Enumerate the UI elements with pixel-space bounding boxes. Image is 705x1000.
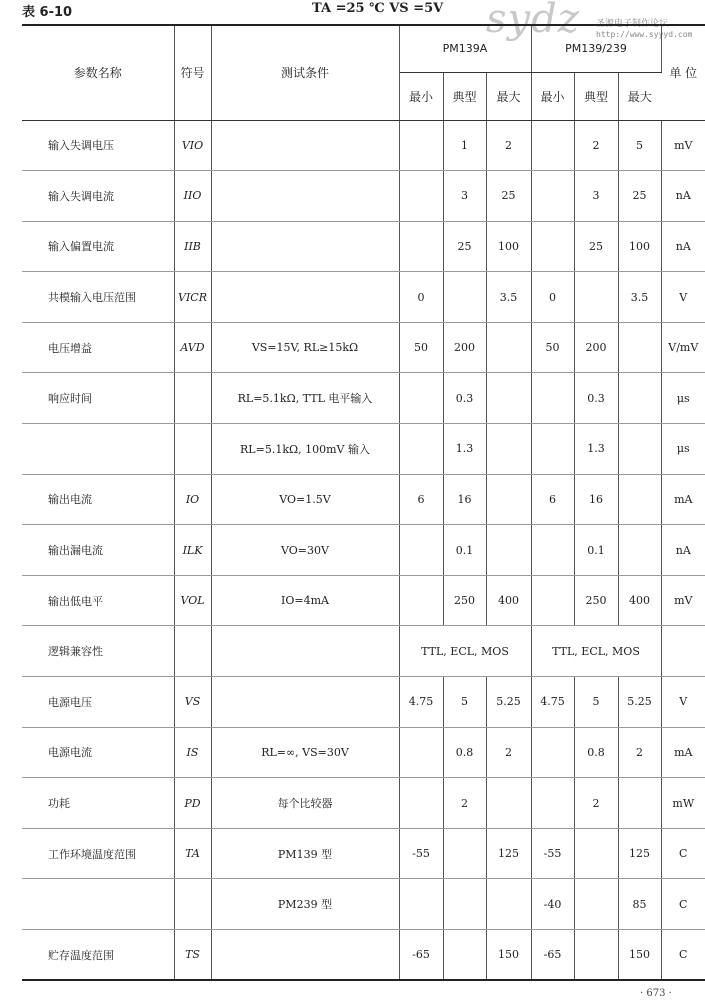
pm139a-max-cell: 2 (486, 727, 531, 778)
condition-cell: VS=15V, RL≥15kΩ (211, 322, 399, 373)
pm139a-min-cell: 50 (399, 322, 443, 373)
pm139-239-max-cell (618, 474, 661, 525)
table-row (22, 727, 705, 778)
condition-cell: RL=∞, VS=30V (211, 727, 399, 778)
sub-header-typ: 典型 (443, 72, 486, 120)
table-row (22, 373, 705, 424)
table-row (22, 272, 705, 323)
pm139a-max-cell (486, 474, 531, 525)
condition-cell: 每个比较器 (211, 778, 399, 829)
unit-cell: V (661, 677, 705, 728)
condition-cell (211, 272, 399, 323)
unit-cell (661, 626, 705, 677)
table-row (22, 322, 705, 373)
pm139a-typ-cell: 2 (443, 778, 486, 829)
symbol-cell: TS (174, 930, 211, 981)
condition-cell: VO=30V (211, 525, 399, 576)
param-name-cell: 输入失调电流 (22, 171, 174, 222)
unit-cell: μs (661, 424, 705, 475)
pm139-239-min-cell: 4.75 (531, 677, 574, 728)
symbol-cell: VIO (174, 120, 211, 171)
pm139a-min-cell (399, 171, 443, 222)
pm139a-max-cell: 150 (486, 930, 531, 981)
col-unit-header: 单 位 (661, 25, 705, 120)
unit-cell: mW (661, 778, 705, 829)
pm139a-min-cell: -65 (399, 930, 443, 981)
pm139a-typ-cell: 3 (443, 171, 486, 222)
pm139a-typ-cell: 1 (443, 120, 486, 171)
pm139-239-typ-cell: 0.3 (574, 373, 618, 424)
param-name-cell: 电源电压 (22, 677, 174, 728)
unit-cell: C (661, 930, 705, 981)
unit-cell: mA (661, 474, 705, 525)
symbol-cell (174, 626, 211, 677)
pm139a-max-cell: 400 (486, 575, 531, 626)
pm139-239-min-cell (531, 221, 574, 272)
pm139-239-max-cell: 150 (618, 930, 661, 981)
pm139a-typ-cell (443, 930, 486, 981)
pm139a-max-cell (486, 525, 531, 576)
table-row (22, 828, 705, 879)
pm139-239-typ-cell (574, 272, 618, 323)
table-row (22, 677, 705, 728)
condition-cell (211, 120, 399, 171)
pm139-239-min-cell (531, 778, 574, 829)
pm139a-typ-cell (443, 879, 486, 930)
symbol-cell: IO (174, 474, 211, 525)
symbol-cell: VICR (174, 272, 211, 323)
pm139a-span-cell: TTL, ECL, MOS (399, 626, 531, 677)
pm139-239-typ-cell: 0.8 (574, 727, 618, 778)
pm139-239-min-cell (531, 424, 574, 475)
pm139-239-max-cell: 125 (618, 828, 661, 879)
pm139a-typ-cell: 25 (443, 221, 486, 272)
param-name-cell (22, 424, 174, 475)
pm139a-typ-cell: 0.8 (443, 727, 486, 778)
param-name-cell (22, 879, 174, 930)
param-name-cell: 电压增益 (22, 322, 174, 373)
pm139-239-min-cell: -40 (531, 879, 574, 930)
symbol-cell: ILK (174, 525, 211, 576)
pm139a-typ-cell: 0.1 (443, 525, 486, 576)
condition-cell (211, 171, 399, 222)
pm139a-max-cell (486, 373, 531, 424)
pm139-239-typ-cell: 250 (574, 575, 618, 626)
param-name-cell: 贮存温度范围 (22, 930, 174, 981)
pm139a-max-cell (486, 322, 531, 373)
symbol-cell: PD (174, 778, 211, 829)
param-name-cell: 输入失调电压 (22, 120, 174, 171)
pm139-239-typ-cell (574, 930, 618, 981)
pm139a-min-cell (399, 879, 443, 930)
condition-cell: IO=4mA (211, 575, 399, 626)
condition-cell: VO=1.5V (211, 474, 399, 525)
param-name-cell: 共模输入电压范围 (22, 272, 174, 323)
pm139-239-typ-cell: 16 (574, 474, 618, 525)
pm139-239-min-cell (531, 575, 574, 626)
pm139a-typ-cell: 16 (443, 474, 486, 525)
pm139-239-typ-cell (574, 828, 618, 879)
unit-cell: C (661, 828, 705, 879)
pm139a-max-cell (486, 424, 531, 475)
pm139a-typ-cell: 5 (443, 677, 486, 728)
pm139-239-min-cell: -55 (531, 828, 574, 879)
sub-header-min: 最小 (531, 72, 574, 120)
pm139a-min-cell (399, 221, 443, 272)
param-name-cell: 输出电流 (22, 474, 174, 525)
pm139a-min-cell (399, 575, 443, 626)
pm139-239-min-cell: 0 (531, 272, 574, 323)
pm139a-min-cell (399, 778, 443, 829)
pm139-239-typ-cell: 5 (574, 677, 618, 728)
pm139a-max-cell: 2 (486, 120, 531, 171)
pm139-239-typ-cell: 2 (574, 120, 618, 171)
param-name-cell: 工作环境温度范围 (22, 828, 174, 879)
group-pm139a-header: PM139A (399, 25, 531, 72)
pm139a-min-cell (399, 373, 443, 424)
condition-cell (211, 626, 399, 677)
pm139a-min-cell: 6 (399, 474, 443, 525)
table-row (22, 525, 705, 576)
test-condition: TA =25 ℃ VS =5V (312, 1, 444, 16)
pm139-239-typ-cell: 0.1 (574, 525, 618, 576)
param-name-cell: 输入偏置电流 (22, 221, 174, 272)
symbol-cell: AVD (174, 322, 211, 373)
col-symbol-header: 符号 (174, 25, 211, 120)
group-pm139-239-header: PM139/239 (531, 25, 661, 72)
unit-cell: mV (661, 120, 705, 171)
pm139a-max-cell: 100 (486, 221, 531, 272)
pm139-239-max-cell (618, 373, 661, 424)
symbol-cell (174, 373, 211, 424)
pm139a-max-cell: 3.5 (486, 272, 531, 323)
param-name-cell: 输出低电平 (22, 575, 174, 626)
watermark-url: http://www.syyyd.com (596, 30, 693, 39)
param-name-cell: 响应时间 (22, 373, 174, 424)
spec-table (22, 24, 705, 981)
pm139a-min-cell (399, 424, 443, 475)
pm139-239-max-cell: 2 (618, 727, 661, 778)
unit-cell: mV (661, 575, 705, 626)
pm139a-min-cell: 0 (399, 272, 443, 323)
table-row (22, 474, 705, 525)
sub-header-typ: 典型 (574, 72, 618, 120)
condition-cell (211, 221, 399, 272)
pm139-239-min-cell (531, 525, 574, 576)
pm139-239-max-cell: 85 (618, 879, 661, 930)
pm139-239-typ-cell: 2 (574, 778, 618, 829)
pm139a-min-cell (399, 727, 443, 778)
unit-cell: V (661, 272, 705, 323)
condition-cell: PM239 型 (211, 879, 399, 930)
pm139-239-min-cell: 50 (531, 322, 574, 373)
condition-cell (211, 930, 399, 981)
table-row (22, 575, 705, 626)
symbol-cell (174, 879, 211, 930)
pm139-239-max-cell: 3.5 (618, 272, 661, 323)
sub-header-min: 最小 (399, 72, 443, 120)
table-row (22, 424, 705, 475)
symbol-cell: IIO (174, 171, 211, 222)
pm139a-max-cell (486, 778, 531, 829)
table-row (22, 879, 705, 930)
pm139a-typ-cell (443, 272, 486, 323)
pm139a-min-cell (399, 525, 443, 576)
unit-cell: mA (661, 727, 705, 778)
watermark-site-name: 圣源电子制作论坛 (596, 19, 669, 29)
table-row (22, 171, 705, 222)
param-name-cell: 电源电流 (22, 727, 174, 778)
pm139a-typ-cell: 250 (443, 575, 486, 626)
unit-cell: C (661, 879, 705, 930)
sub-header-max: 最大 (486, 72, 531, 120)
unit-cell: nA (661, 171, 705, 222)
param-name-cell: 逻辑兼容性 (22, 626, 174, 677)
symbol-cell (174, 424, 211, 475)
condition-cell: RL=5.1kΩ, 100mV 输入 (211, 424, 399, 475)
col-condition-header: 测试条件 (211, 25, 399, 120)
pm139a-min-cell: -55 (399, 828, 443, 879)
table-row (22, 930, 705, 981)
pm139-239-max-cell: 100 (618, 221, 661, 272)
pm139-239-min-cell (531, 373, 574, 424)
pm139-239-min-cell: -65 (531, 930, 574, 981)
pm139-239-typ-cell: 3 (574, 171, 618, 222)
pm139a-typ-cell (443, 828, 486, 879)
condition-cell: RL=5.1kΩ, TTL 电平输入 (211, 373, 399, 424)
pm139a-min-cell (399, 120, 443, 171)
symbol-cell: VS (174, 677, 211, 728)
table-row (22, 778, 705, 829)
page-number: · 673 · (640, 988, 672, 999)
pm139a-max-cell: 25 (486, 171, 531, 222)
table-number: 表 6-10 (22, 5, 73, 20)
unit-cell: nA (661, 221, 705, 272)
pm139-239-typ-cell (574, 879, 618, 930)
pm139-239-min-cell (531, 171, 574, 222)
param-name-cell: 输出漏电流 (22, 525, 174, 576)
pm139-239-min-cell (531, 120, 574, 171)
symbol-cell: IS (174, 727, 211, 778)
pm139-239-min-cell (531, 727, 574, 778)
pm139a-max-cell: 125 (486, 828, 531, 879)
unit-cell: V/mV (661, 322, 705, 373)
pm139-239-typ-cell: 25 (574, 221, 618, 272)
pm139-239-max-cell: 400 (618, 575, 661, 626)
sub-header-max: 最大 (618, 72, 661, 120)
pm139-239-span-cell: TTL, ECL, MOS (531, 626, 661, 677)
pm139a-typ-cell: 0.3 (443, 373, 486, 424)
pm139a-typ-cell: 1.3 (443, 424, 486, 475)
unit-cell: nA (661, 525, 705, 576)
pm139-239-max-cell (618, 424, 661, 475)
condition-cell: PM139 型 (211, 828, 399, 879)
unit-cell: μs (661, 373, 705, 424)
pm139-239-max-cell (618, 525, 661, 576)
watermark-logo: sydz (486, 0, 580, 42)
symbol-cell: IIB (174, 221, 211, 272)
table-row (22, 120, 705, 171)
symbol-cell: TA (174, 828, 211, 879)
pm139-239-max-cell: 25 (618, 171, 661, 222)
pm139-239-min-cell: 6 (531, 474, 574, 525)
table-row (22, 221, 705, 272)
pm139a-min-cell: 4.75 (399, 677, 443, 728)
pm139-239-typ-cell: 200 (574, 322, 618, 373)
pm139a-max-cell: 5.25 (486, 677, 531, 728)
pm139-239-max-cell: 5 (618, 120, 661, 171)
pm139a-max-cell (486, 879, 531, 930)
symbol-cell: VOL (174, 575, 211, 626)
pm139a-typ-cell: 200 (443, 322, 486, 373)
table-row (22, 626, 705, 677)
param-name-cell: 功耗 (22, 778, 174, 829)
condition-cell (211, 677, 399, 728)
pm139-239-max-cell (618, 322, 661, 373)
pm139-239-typ-cell: 1.3 (574, 424, 618, 475)
col-param-header: 参数名称 (22, 25, 174, 120)
pm139-239-max-cell: 5.25 (618, 677, 661, 728)
pm139-239-max-cell (618, 778, 661, 829)
